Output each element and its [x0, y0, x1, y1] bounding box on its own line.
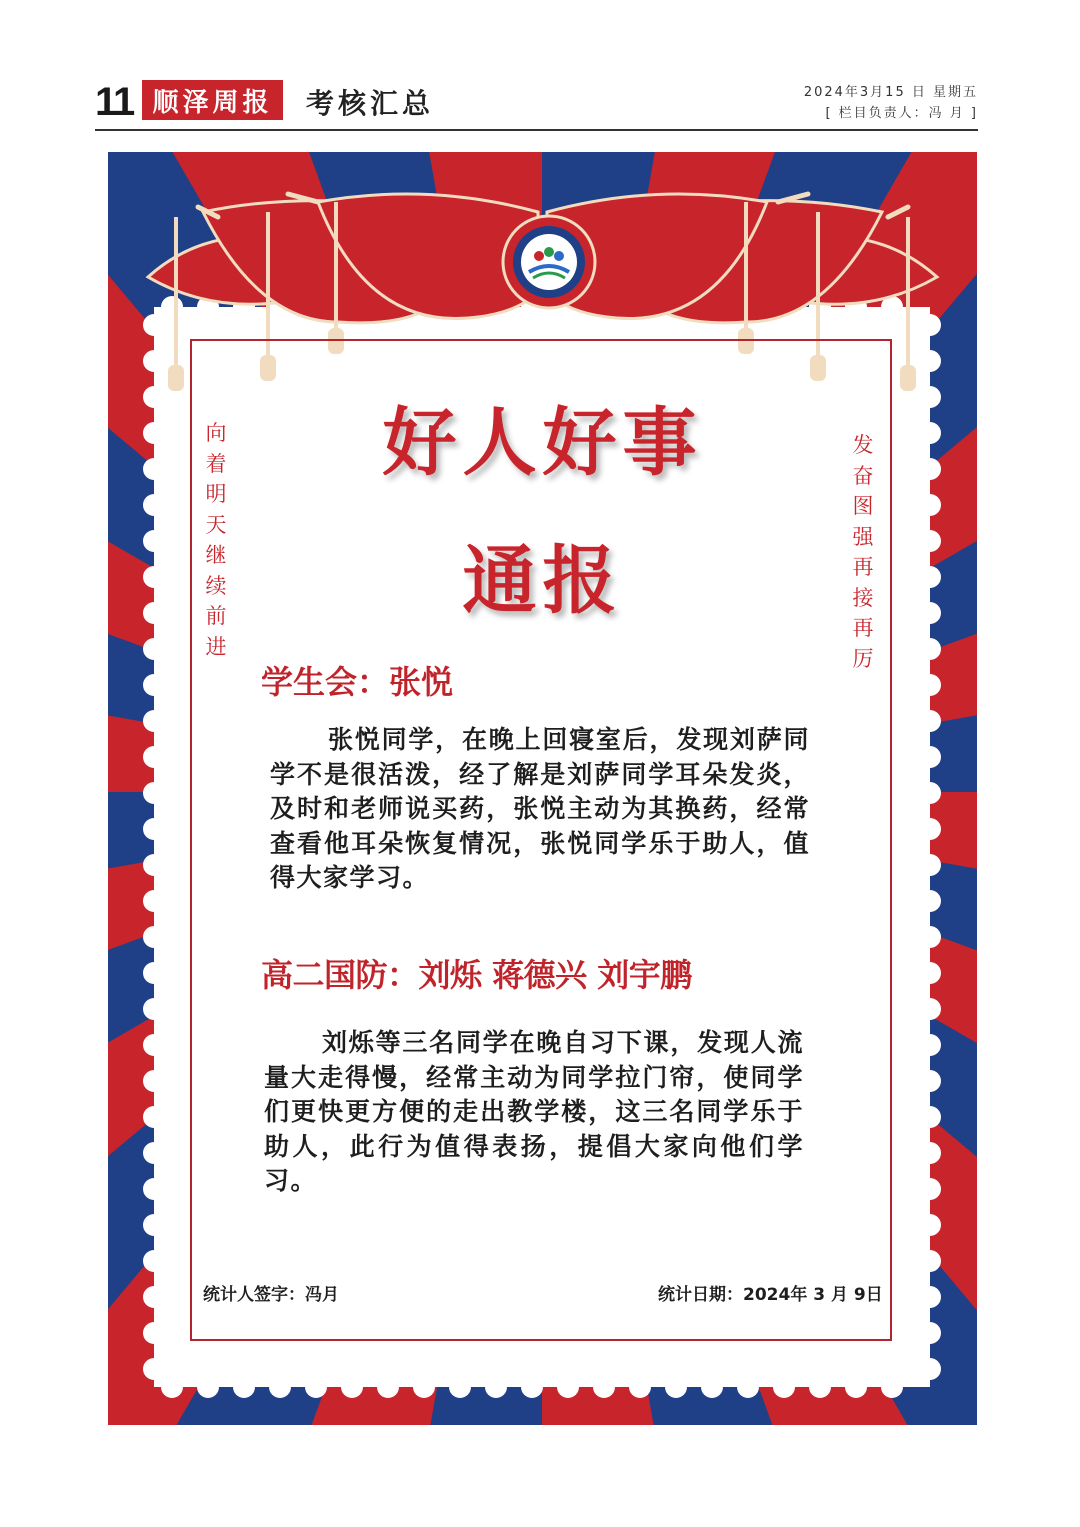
stamp-perforation: [143, 854, 165, 876]
stamp-perforation: [143, 1034, 165, 1056]
stamp-perforation: [143, 1322, 165, 1344]
stamp-perforation: [449, 1376, 471, 1398]
entry-body: 张悦同学，在晚上回寝室后，发现刘萨同学不是很活泼，经了解是刘萨同学耳朵发炎，及时和老师说买药，张悦主动为其换药，经常查看他耳朵恢复情况，张悦同学乐于助人，值得大家学习。: [270, 725, 810, 892]
stamp-perforation: [143, 1358, 165, 1380]
stamp-perforation: [737, 1376, 759, 1398]
stamp-perforation: [377, 1376, 399, 1398]
stamp-perforation: [919, 1106, 941, 1128]
stamp-perforation: [269, 1376, 291, 1398]
slogan-left: 向着明天继续前进: [205, 421, 227, 659]
stamp-perforation: [919, 854, 941, 876]
slogan-right: 发奋图强再接再厉: [852, 433, 874, 671]
stamp-perforation: [919, 674, 941, 696]
stamp-perforation: [233, 1376, 255, 1398]
stamp-perforation: [919, 890, 941, 912]
stamp-perforation: [143, 1214, 165, 1236]
stamp-perforation: [143, 926, 165, 948]
stamp-perforation: [143, 818, 165, 840]
stamp-perforation: [919, 1178, 941, 1200]
entry-heading: 学生会：张悦: [261, 663, 454, 701]
stamp-perforation: [143, 1106, 165, 1128]
stamp-perforation: [143, 314, 165, 336]
stamp-perforation: [629, 1376, 651, 1398]
stamp-perforation: [413, 1376, 435, 1398]
stamp-perforation: [919, 926, 941, 948]
stamp-perforation: [593, 1376, 615, 1398]
poster-title-line2: 通报: [462, 538, 623, 624]
stamp-perforation: [701, 1376, 723, 1398]
stamp-perforation: [919, 1214, 941, 1236]
stamp-perforation: [143, 638, 165, 660]
stamp-perforation: [143, 674, 165, 696]
stamp-perforation: [919, 350, 941, 372]
stamp-perforation: [809, 1376, 831, 1398]
stamp-perforation: [919, 818, 941, 840]
stamp-perforation: [143, 350, 165, 372]
stamp-perforation: [143, 782, 165, 804]
stamp-perforation: [197, 1376, 219, 1398]
stamp-perforation: [919, 746, 941, 768]
poster-title-line1: 好人好事: [382, 400, 703, 486]
newspaper-logo: 顺泽周报: [142, 80, 283, 120]
header-divider: [95, 129, 978, 131]
stamp-perforation: [143, 1070, 165, 1092]
section-title: 考核汇总: [306, 87, 435, 120]
stamp-perforation: [143, 1142, 165, 1164]
school-badge: [501, 214, 597, 310]
page-number: 11: [95, 80, 134, 124]
stamp-perforation: [341, 1376, 363, 1398]
stamp-perforation: [773, 1376, 795, 1398]
stamp-perforation: [143, 962, 165, 984]
entry-body: 刘烁等三名同学在晚自习下课，发现人流量大走得慢，经常主动为同学拉门帘，使同学们更快更方便的走出教学楼，这三名同学乐于助人，此行为值得表扬，提倡大家向他们学习。: [264, 1028, 804, 1195]
stamp-perforation: [557, 1376, 579, 1398]
stamp-perforation: [919, 638, 941, 660]
stamp-perforation: [143, 1250, 165, 1272]
stamp-perforation: [143, 1178, 165, 1200]
stamp-perforation: [919, 1034, 941, 1056]
stamp-perforation: [919, 1358, 941, 1380]
statistics-date: 统计日期：2024年 3 月 9日: [658, 1285, 883, 1305]
column-editor: [ 栏目负责人：冯 月 ]: [825, 106, 978, 121]
stamp-perforation: [919, 1142, 941, 1164]
stamp-perforation: [845, 1376, 867, 1398]
stamp-perforation: [919, 314, 941, 336]
stamp-perforation: [143, 890, 165, 912]
stamp-perforation: [919, 494, 941, 516]
stamp-perforation: [143, 494, 165, 516]
stamp-perforation: [665, 1376, 687, 1398]
issue-info: [804, 82, 978, 124]
notice-poster: [108, 152, 977, 1425]
stamp-perforation: [919, 1070, 941, 1092]
stamp-perforation: [919, 998, 941, 1020]
signer: 统计人签字：冯月: [203, 1285, 339, 1305]
stamp-perforation: [143, 746, 165, 768]
stamp-perforation: [161, 1376, 183, 1398]
stamp-perforation: [161, 296, 183, 318]
stamp-perforation: [521, 1376, 543, 1398]
stamp-perforation: [485, 1376, 507, 1398]
issue-date: 2024年3月15 日 星期五: [803, 85, 978, 100]
stamp-perforation: [143, 998, 165, 1020]
stamp-perforation: [919, 782, 941, 804]
stamp-perforation: [143, 710, 165, 732]
stamp-perforation: [881, 1376, 903, 1398]
stamp-perforation: [305, 1376, 327, 1398]
stamp-perforation: [919, 710, 941, 732]
stamp-perforation: [919, 962, 941, 984]
stamp-perforation: [919, 1322, 941, 1344]
stamp-perforation: [919, 1286, 941, 1308]
entry-heading: 高二国防：刘烁 蒋德兴 刘宇鹏: [261, 956, 692, 994]
stamp-perforation: [143, 1286, 165, 1308]
stamp-perforation: [919, 1250, 941, 1272]
